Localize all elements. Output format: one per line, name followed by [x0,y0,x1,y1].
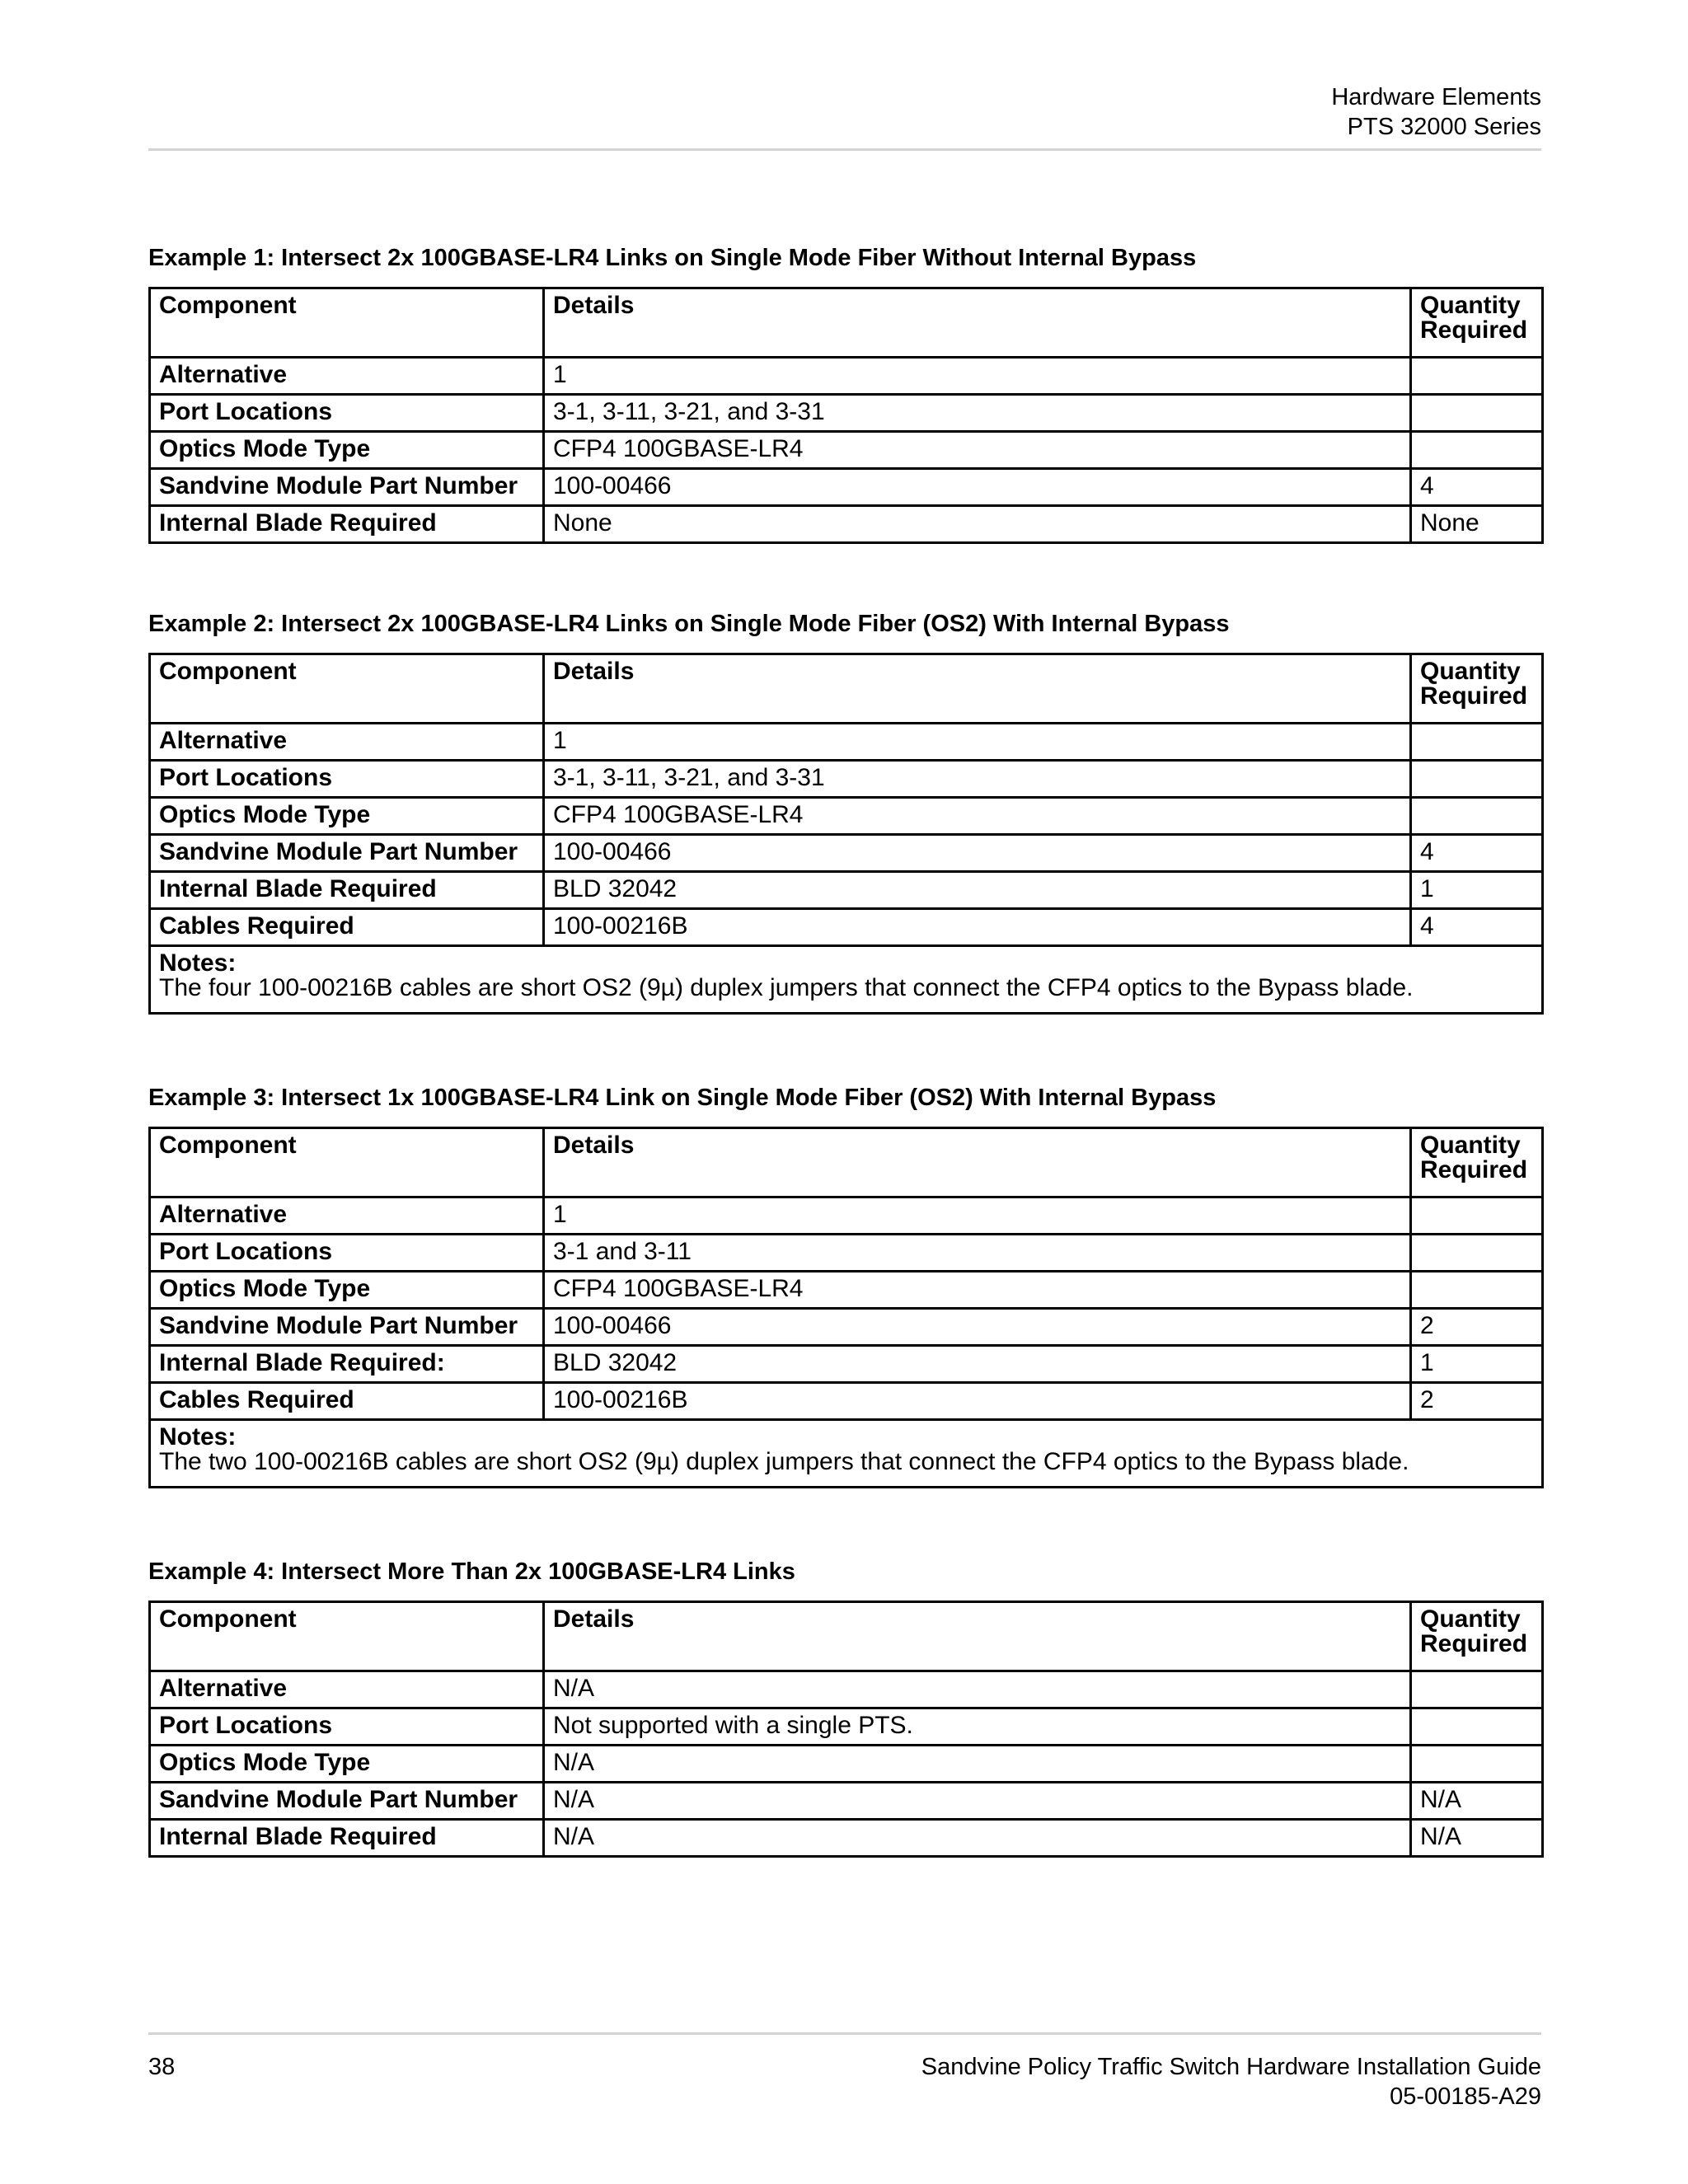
notes-text: The four 100-00216B cables are short OS2 (9µ) duplex jumpers that connect the CFP4 optics to the Bypass blade. [159,974,1414,1001]
row-label: Cables Required [150,909,544,946]
table-header-row [150,1602,1543,1671]
row-label: Optics Mode Type [150,432,544,469]
notes-cell [150,946,1543,1014]
row-details: N/A [544,1671,1411,1708]
column-header-component: Component [150,1602,544,1671]
row-quantity [1411,432,1543,469]
column-header-quantity: Quantity Required [1411,1602,1543,1671]
table-header-row [150,1128,1543,1197]
table-row [150,1197,1543,1235]
row-quantity: 2 [1411,1383,1543,1420]
row-details: Not supported with a single PTS. [544,1708,1411,1746]
row-details: 3-1 and 3-11 [544,1235,1411,1272]
notes-cell [150,1420,1543,1488]
row-details: 1 [544,358,1411,395]
table-row [150,1235,1543,1272]
row-label: Internal Blade Required: [150,1346,544,1383]
table-row [150,469,1543,506]
table-row [150,835,1543,872]
row-details: BLD 32042 [544,872,1411,909]
table-row [150,1708,1543,1746]
example-1-table [148,287,1544,544]
row-details: BLD 32042 [544,1346,1411,1383]
row-label: Port Locations [150,1708,544,1746]
table-row [150,1820,1543,1857]
table-row [150,395,1543,432]
notes-label: Notes: [159,1423,237,1451]
footer-divider [148,2032,1541,2035]
table-row [150,1346,1543,1383]
column-header-details: Details [544,1128,1411,1197]
table-row [150,1309,1543,1346]
row-details: 100-00466 [544,1309,1411,1346]
table-row [150,432,1543,469]
column-header-component: Component [150,1128,544,1197]
row-quantity: 4 [1411,835,1543,872]
example-2-section [148,610,1541,1015]
row-details: 100-00466 [544,469,1411,506]
row-quantity: N/A [1411,1783,1543,1820]
column-header-quantity: Quantity Required [1411,288,1543,358]
row-quantity: None [1411,506,1543,543]
row-quantity: 4 [1411,469,1543,506]
row-details: CFP4 100GBASE-LR4 [544,432,1411,469]
table-row [150,872,1543,909]
table-row [150,724,1543,761]
example-4-table [148,1601,1544,1858]
example-1-title: Example 1: Intersect 2x 100GBASE-LR4 Links on Single Mode Fiber Without Internal Bypass [148,245,1197,271]
row-quantity [1411,1708,1543,1746]
page-number: 38 [148,2054,176,2080]
header-section-title: Hardware Elements [1331,84,1541,110]
row-quantity [1411,358,1543,395]
row-label: Internal Blade Required [150,1820,544,1857]
table-header-row [150,288,1543,358]
row-label: Internal Blade Required [150,506,544,543]
example-4-section [148,1558,1541,1858]
row-label: Sandvine Module Part Number [150,469,544,506]
table-row [150,358,1543,395]
table-row [150,1671,1543,1708]
footer-document-number: 05-00185-A29 [1390,2083,1541,2110]
row-details: 1 [544,724,1411,761]
example-3-section [148,1084,1541,1488]
table-row [150,1272,1543,1309]
row-details: 100-00216B [544,909,1411,946]
row-quantity: 1 [1411,872,1543,909]
row-label: Alternative [150,358,544,395]
row-quantity: 2 [1411,1309,1543,1346]
row-quantity [1411,1197,1543,1235]
column-header-component: Component [150,654,544,724]
row-quantity [1411,1272,1543,1309]
row-quantity: 1 [1411,1346,1543,1383]
row-details: 100-00466 [544,835,1411,872]
table-row [150,761,1543,798]
row-label: Optics Mode Type [150,798,544,835]
row-details: 3-1, 3-11, 3-21, and 3-31 [544,395,1411,432]
row-details: 1 [544,1197,1411,1235]
notes-label: Notes: [159,949,237,977]
row-label: Alternative [150,1197,544,1235]
table-row [150,798,1543,835]
row-quantity: N/A [1411,1820,1543,1857]
row-quantity: 4 [1411,909,1543,946]
table-row [150,506,1543,543]
row-details: 100-00216B [544,1383,1411,1420]
row-quantity [1411,798,1543,835]
example-3-title: Example 3: Intersect 1x 100GBASE-LR4 Link on Single Mode Fiber (OS2) With Internal Bypass [148,1085,1217,1111]
row-quantity [1411,1235,1543,1272]
row-label: Optics Mode Type [150,1272,544,1309]
example-4-title: Example 4: Intersect More Than 2x 100GBASE-LR4 Links [148,1558,795,1585]
header-product-series: PTS 32000 Series [1347,114,1541,140]
row-details: 3-1, 3-11, 3-21, and 3-31 [544,761,1411,798]
row-label: Alternative [150,1671,544,1708]
row-label: Sandvine Module Part Number [150,1783,544,1820]
table-header-row [150,654,1543,724]
example-2-table [148,653,1544,1015]
notes-row [150,946,1543,1014]
notes-text: The two 100-00216B cables are short OS2 (9µ) duplex jumpers that connect the CFP4 optics to the Bypass blade. [159,1448,1409,1475]
page-header [148,82,1541,148]
row-label: Port Locations [150,1235,544,1272]
table-row [150,1383,1543,1420]
row-label: Cables Required [150,1383,544,1420]
notes-row [150,1420,1543,1488]
row-details: None [544,506,1411,543]
table-row [150,1746,1543,1783]
row-details: N/A [544,1820,1411,1857]
header-divider [148,148,1541,151]
page-footer [742,2052,1541,2111]
row-quantity [1411,761,1543,798]
row-quantity [1411,395,1543,432]
row-label: Internal Blade Required [150,872,544,909]
row-label: Alternative [150,724,544,761]
column-header-component: Component [150,288,544,358]
example-3-table [148,1127,1544,1488]
row-label: Port Locations [150,761,544,798]
footer-guide-title: Sandvine Policy Traffic Switch Hardware Installation Guide [921,2054,1541,2080]
table-row [150,909,1543,946]
row-quantity [1411,1746,1543,1783]
column-header-details: Details [544,654,1411,724]
row-quantity [1411,724,1543,761]
row-label: Sandvine Module Part Number [150,835,544,872]
column-header-quantity: Quantity Required [1411,654,1543,724]
row-details: N/A [544,1783,1411,1820]
example-2-title: Example 2: Intersect 2x 100GBASE-LR4 Links on Single Mode Fiber (OS2) With Internal Bypass [148,611,1230,637]
column-header-quantity: Quantity Required [1411,1128,1543,1197]
row-quantity [1411,1671,1543,1708]
row-label: Port Locations [150,395,544,432]
example-1-section [148,244,1541,544]
row-label: Sandvine Module Part Number [150,1309,544,1346]
column-header-details: Details [544,288,1411,358]
row-details: CFP4 100GBASE-LR4 [544,1272,1411,1309]
row-details: N/A [544,1746,1411,1783]
row-details: CFP4 100GBASE-LR4 [544,798,1411,835]
column-header-details: Details [544,1602,1411,1671]
row-label: Optics Mode Type [150,1746,544,1783]
table-row [150,1783,1543,1820]
